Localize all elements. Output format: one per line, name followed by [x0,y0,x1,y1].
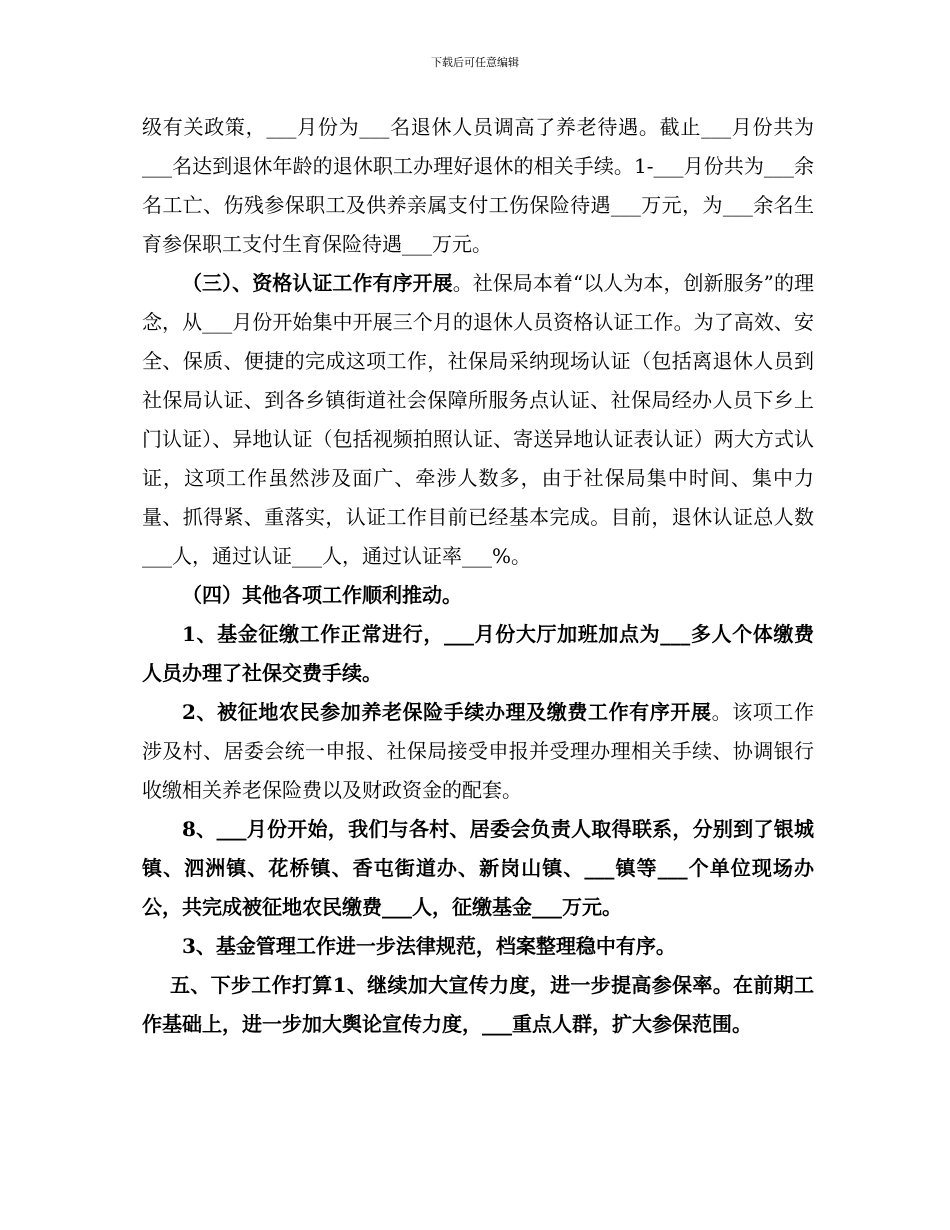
section-heading: （三）、资格认证工作有序开展 [182,271,453,295]
paragraph-5 [142,693,814,810]
paragraph-2 [142,264,814,576]
paragraph-6 [142,810,814,927]
paragraph-1 [142,108,814,264]
paragraph-text: 1、基金征缴工作正常进行，___月份大厅加班加点为___多人个体缴费人员办理了社保交费手续。 [142,622,814,685]
paragraph-4 [142,615,814,693]
section-heading: （四）其他各项工作顺利推动。 [182,583,462,607]
paragraph-text: 五、下步工作打算1、继续加大宣传力度，进一步提高参保率。在前期工作基础上，进一步加大舆论宣传力度，___重点人群，扩大参保范围。 [142,973,814,1036]
paragraph-text: 。社保局本着“以人为本，创新服务”的理念，从___月份开始集中开展三个月的退休人员资格认证工作。为了高效、安全、保质、便捷的完成这项工作，社保局采纳现场认证（包括离退休人员到社保局认证、到各乡镇街道社会保障所服务点认证、社保局经办人员下乡上门认证）、异地认证（包括视频拍照认证、寄送异地认证表认证）两大方式认证，这项工作虽然涉及面广、牵涉人数多，由于社保局集中时间、集中力量、抓得紧、重落实，认证工作目前已经基本完成。目前，退休认证总人数___人，通过认证___人，通过认证率___%。 [142,271,815,568]
paragraph-8 [142,966,814,1044]
paragraph-text: 级有关政策，___月份为___名退休人员调高了养老待遇。截止___月份共为___名达到退休年龄的退休职工办理好退休的相关手续。1-___月份共为___余名工亡、伤残参保职工及供养亲属支付工伤保险待遇___万元，为___余名生育参保职工支付生育保险待遇___万元。 [142,115,814,256]
paragraph-3 [142,576,814,615]
paragraph-text: 8、___月份开始，我们与各村、居委会负责人取得联系，分别到了银城镇、泗洲镇、花桥镇、香屯街道办、新岗山镇、___镇等___个单位现场办公，共完成被征地农民缴费___人，征缴基金___万元。 [142,817,814,919]
document-body [142,108,814,1044]
paragraph-text: 。该项工作涉及村、居委会统一申报、社保局接受申报并受理办理相关手续、协调银行收缴相关养老保险费以及财政资金的配套。 [142,700,815,802]
paragraph-text: 3、基金管理工作进一步法律规范，档案整理稳中有序。 [182,934,676,958]
page-header: 下载后可任意编辑 [431,56,519,69]
item-heading: 2、被征地农民参加养老保险手续办理及缴费工作有序开展 [182,700,712,724]
paragraph-7 [142,927,814,966]
